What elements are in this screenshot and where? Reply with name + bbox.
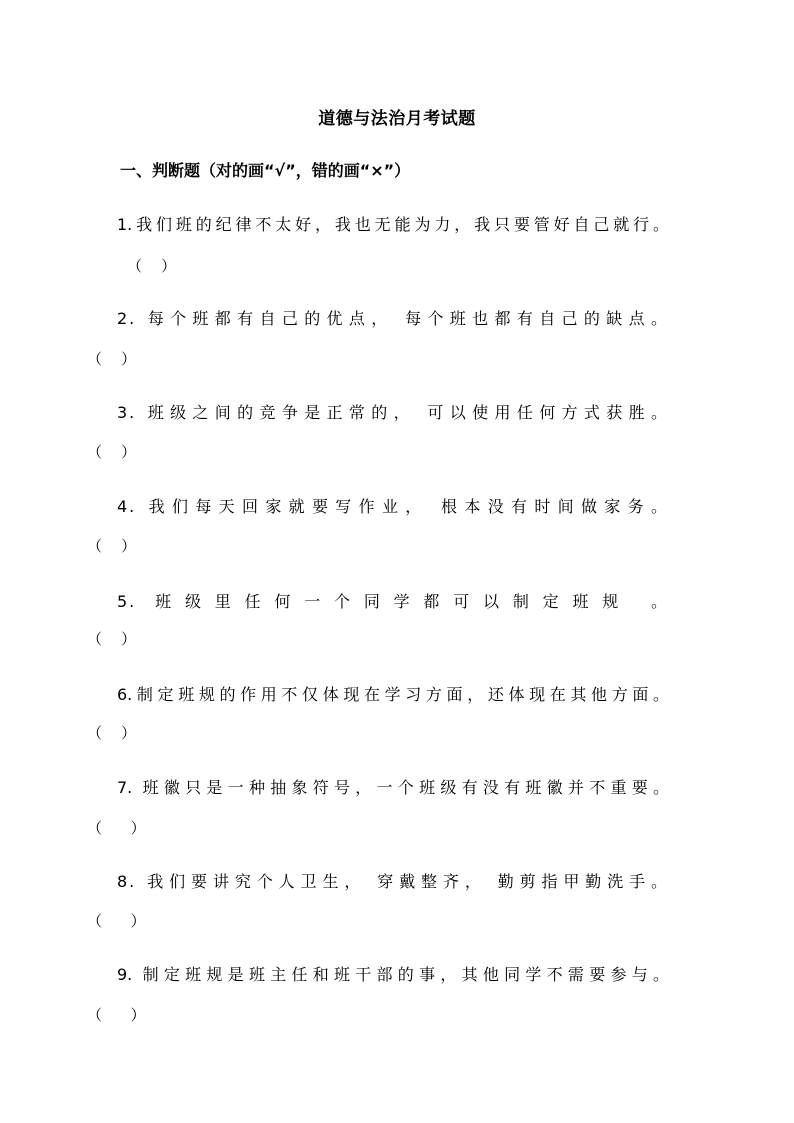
- answer-blank-1[interactable]: （ ）: [127, 257, 177, 275]
- answer-blank-8[interactable]: （ ）: [87, 912, 146, 930]
- answer-blank-3[interactable]: （ ）: [87, 443, 137, 461]
- answer-blank-6[interactable]: （ ）: [87, 724, 137, 742]
- answer-blank-4[interactable]: （ ）: [87, 537, 137, 555]
- question-3: 3. 班级之间的竞争是正常的， 可以使用任何方式获胜。: [117, 403, 669, 422]
- question-1: 1.我们班的纪律不太好，我也无能为力，我只要管好自己就行。: [117, 215, 669, 234]
- answer-blank-5[interactable]: （ ）: [87, 630, 137, 648]
- page-title: 道德与法治月考试题: [318, 109, 476, 129]
- section-heading: 一、判断题（对的画“√”，错的画“×”）: [120, 161, 411, 180]
- question-9: 9. 制定班规是班主任和班干部的事，其他同学不需要参与。: [117, 965, 669, 984]
- answer-blank-7[interactable]: （ ）: [87, 819, 146, 837]
- question-6: 6.制定班规的作用不仅体现在学习方面，还体现在其他方面。: [117, 685, 669, 704]
- question-8: 8. 我们要讲究个人卫生， 穿戴整齐， 勤剪指甲勤洗手。: [117, 872, 669, 891]
- question-5: 5. 班级里任何一个同学都可以制定班规 。: [117, 592, 669, 611]
- question-2: 2. 每个班都有自己的优点， 每个班也都有自己的缺点。: [117, 309, 669, 328]
- question-4: 4. 我们每天回家就要写作业， 根本没有时间做家务。: [117, 497, 669, 516]
- answer-blank-9[interactable]: （ ）: [87, 1006, 146, 1024]
- question-7: 7. 班徽只是一种抽象符号，一个班级有没有班徽并不重要。: [117, 778, 669, 797]
- answer-blank-2[interactable]: （ ）: [87, 350, 137, 368]
